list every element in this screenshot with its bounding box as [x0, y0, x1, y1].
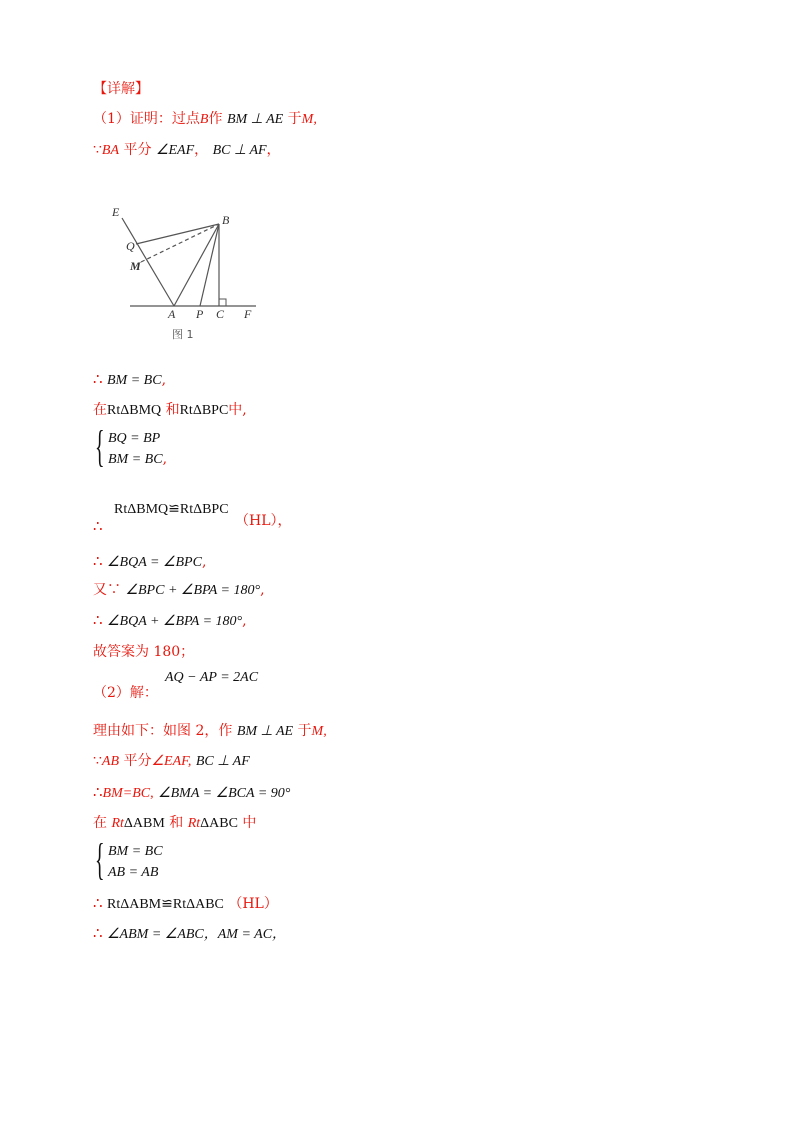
reason-follows: 理由如下：如图 2，作 [93, 723, 233, 739]
point-b-label: B [199, 112, 209, 127]
and-word: 和 [165, 402, 180, 418]
comma: , [201, 554, 207, 570]
part2-line-3 [93, 783, 290, 803]
part2-claim [165, 668, 258, 687]
part2-line-1 [93, 722, 327, 741]
part1-make: 作 [208, 111, 223, 127]
solution-header: 【详解】 [93, 81, 149, 97]
right-angle-mark [219, 299, 226, 306]
label-c: C [216, 307, 225, 321]
part1-intro: （1）证明：过点 [93, 111, 200, 127]
eq-aq-ap-2ac: AQ − AP = 2AC [165, 670, 259, 685]
system2-row2 [108, 863, 158, 882]
eq-bm-bc: BM = BC [108, 844, 163, 859]
rt-label: Rt [187, 816, 201, 831]
segment-bm-dashed [141, 224, 219, 262]
segment-ab [174, 224, 219, 306]
therefore-symbol: ∴ [93, 552, 103, 570]
eq-abm-abc-am-ac: ∠ABM = ∠ABC，AM = AC， [107, 927, 287, 942]
eq-right-angles: ∠BMA = ∠BCA = 90° [158, 786, 291, 801]
eq-bpc-bpa-180: ∠BPC + ∠BPA = 180° [125, 583, 261, 598]
eq-ab-ab: AB = AB [108, 865, 159, 880]
label-b: B [222, 213, 230, 227]
bisect-word: 平分 [123, 753, 152, 769]
figure-caption: 图 1 [172, 328, 194, 341]
part1-at: 于 [287, 111, 302, 127]
part2-line-4 [93, 814, 256, 833]
part2-line-2 [93, 752, 250, 771]
in-word: 在 [93, 815, 107, 831]
system-brace-2: { [95, 835, 105, 884]
label-p: P [196, 307, 204, 321]
system-brace-1: { [95, 422, 105, 471]
perpendicular-bc-af: BC ⊥ AF [212, 143, 267, 158]
therefore-symbol: ∴ [93, 370, 103, 388]
therefore-symbol: ∴ [93, 924, 103, 942]
triangle-abm: ΔABM [123, 816, 165, 831]
at-word: 于 [297, 723, 312, 739]
step-angle-eq [93, 552, 206, 572]
therefore-symbol: ∴ [93, 894, 103, 912]
angle-eaf: ∠EAF, [151, 754, 192, 769]
therefore-symbol: ∴ [93, 783, 103, 801]
step-triangles [93, 401, 247, 420]
comma: , [260, 582, 265, 598]
segment-pb [200, 224, 219, 306]
label-f: F [244, 307, 252, 321]
geometry-figure-1 [108, 200, 268, 345]
eq-bm-bc: BM = BC [108, 452, 163, 467]
label-a: A [168, 307, 176, 321]
eq-angle-bqa-bpc: ∠BQA = ∠BPC [107, 555, 202, 570]
triangle-abc: ΔABC [200, 816, 238, 831]
step-conclusion [93, 611, 247, 631]
congruence-abm-abc: RtΔABM≌RtΔABC [107, 897, 224, 912]
answer-180: 故答案为 180； [93, 644, 195, 660]
segment-ba: BA [101, 143, 120, 158]
point-m-label: M, [311, 724, 327, 739]
point-m-label: M, [301, 112, 317, 127]
hl-reason-2: （HL） [228, 896, 278, 912]
therefore-symbol: ∴ [93, 517, 103, 535]
system1-row2 [108, 450, 167, 469]
step-bm-eq-bc [93, 370, 166, 390]
comma: ， [194, 142, 209, 158]
comma: ， [266, 142, 281, 158]
segment-qb [136, 224, 219, 244]
in-word: 在 [93, 402, 107, 418]
part2-heading: （2）解： [93, 685, 158, 701]
perpendicular-bc-af: BC ⊥ AF [195, 754, 250, 769]
step-supplementary [93, 581, 265, 600]
middle-word: 中, [228, 402, 247, 418]
segment-ab: AB [101, 754, 120, 769]
part1-line-1 [93, 110, 317, 129]
eq-bm-bc: BM = BC [107, 373, 162, 388]
rt-label: Rt [111, 816, 124, 831]
comma: , [242, 613, 247, 629]
part2-line-5 [93, 894, 278, 914]
system2-row1 [108, 842, 163, 861]
system1-row1 [108, 429, 160, 448]
and-word: 和 [169, 815, 184, 831]
eq-bqa-bpa-180: ∠BQA + ∠BPA = 180° [107, 614, 243, 629]
because-symbol: ∵ [93, 142, 102, 158]
eq-bm-bc-red: BM=BC, [102, 786, 154, 801]
eq-bq-bp: BQ = BP [108, 431, 161, 446]
comma: , [162, 451, 168, 467]
label-m: M [130, 259, 141, 273]
triangle-bpc: RtΔBPC [179, 403, 229, 418]
part2-line-6 [93, 924, 286, 944]
triangle-bmq: RtΔBMQ [107, 403, 162, 418]
also-because: 又∵ [93, 582, 121, 598]
label-q: Q [126, 239, 135, 253]
hl-reason-1: （HL）， [235, 513, 292, 529]
perpendicular-bm-ae: BM ⊥ AE [226, 112, 284, 127]
angle-eaf: ∠EAF [155, 143, 195, 158]
because-symbol: ∵ [93, 753, 102, 769]
bisect-word: 平分 [123, 142, 152, 158]
congruence-bmq-bpc: RtΔBMQ≌RtΔBPC [114, 502, 229, 517]
perpendicular-bm-ae: BM ⊥ AE [236, 724, 294, 739]
label-e: E [112, 205, 120, 219]
middle-word: 中 [242, 815, 257, 831]
therefore-symbol: ∴ [93, 611, 103, 629]
congruence-1 [114, 500, 229, 519]
comma: , [161, 372, 167, 388]
part1-line-2 [93, 141, 281, 160]
congruence-1-therefore [93, 517, 103, 536]
